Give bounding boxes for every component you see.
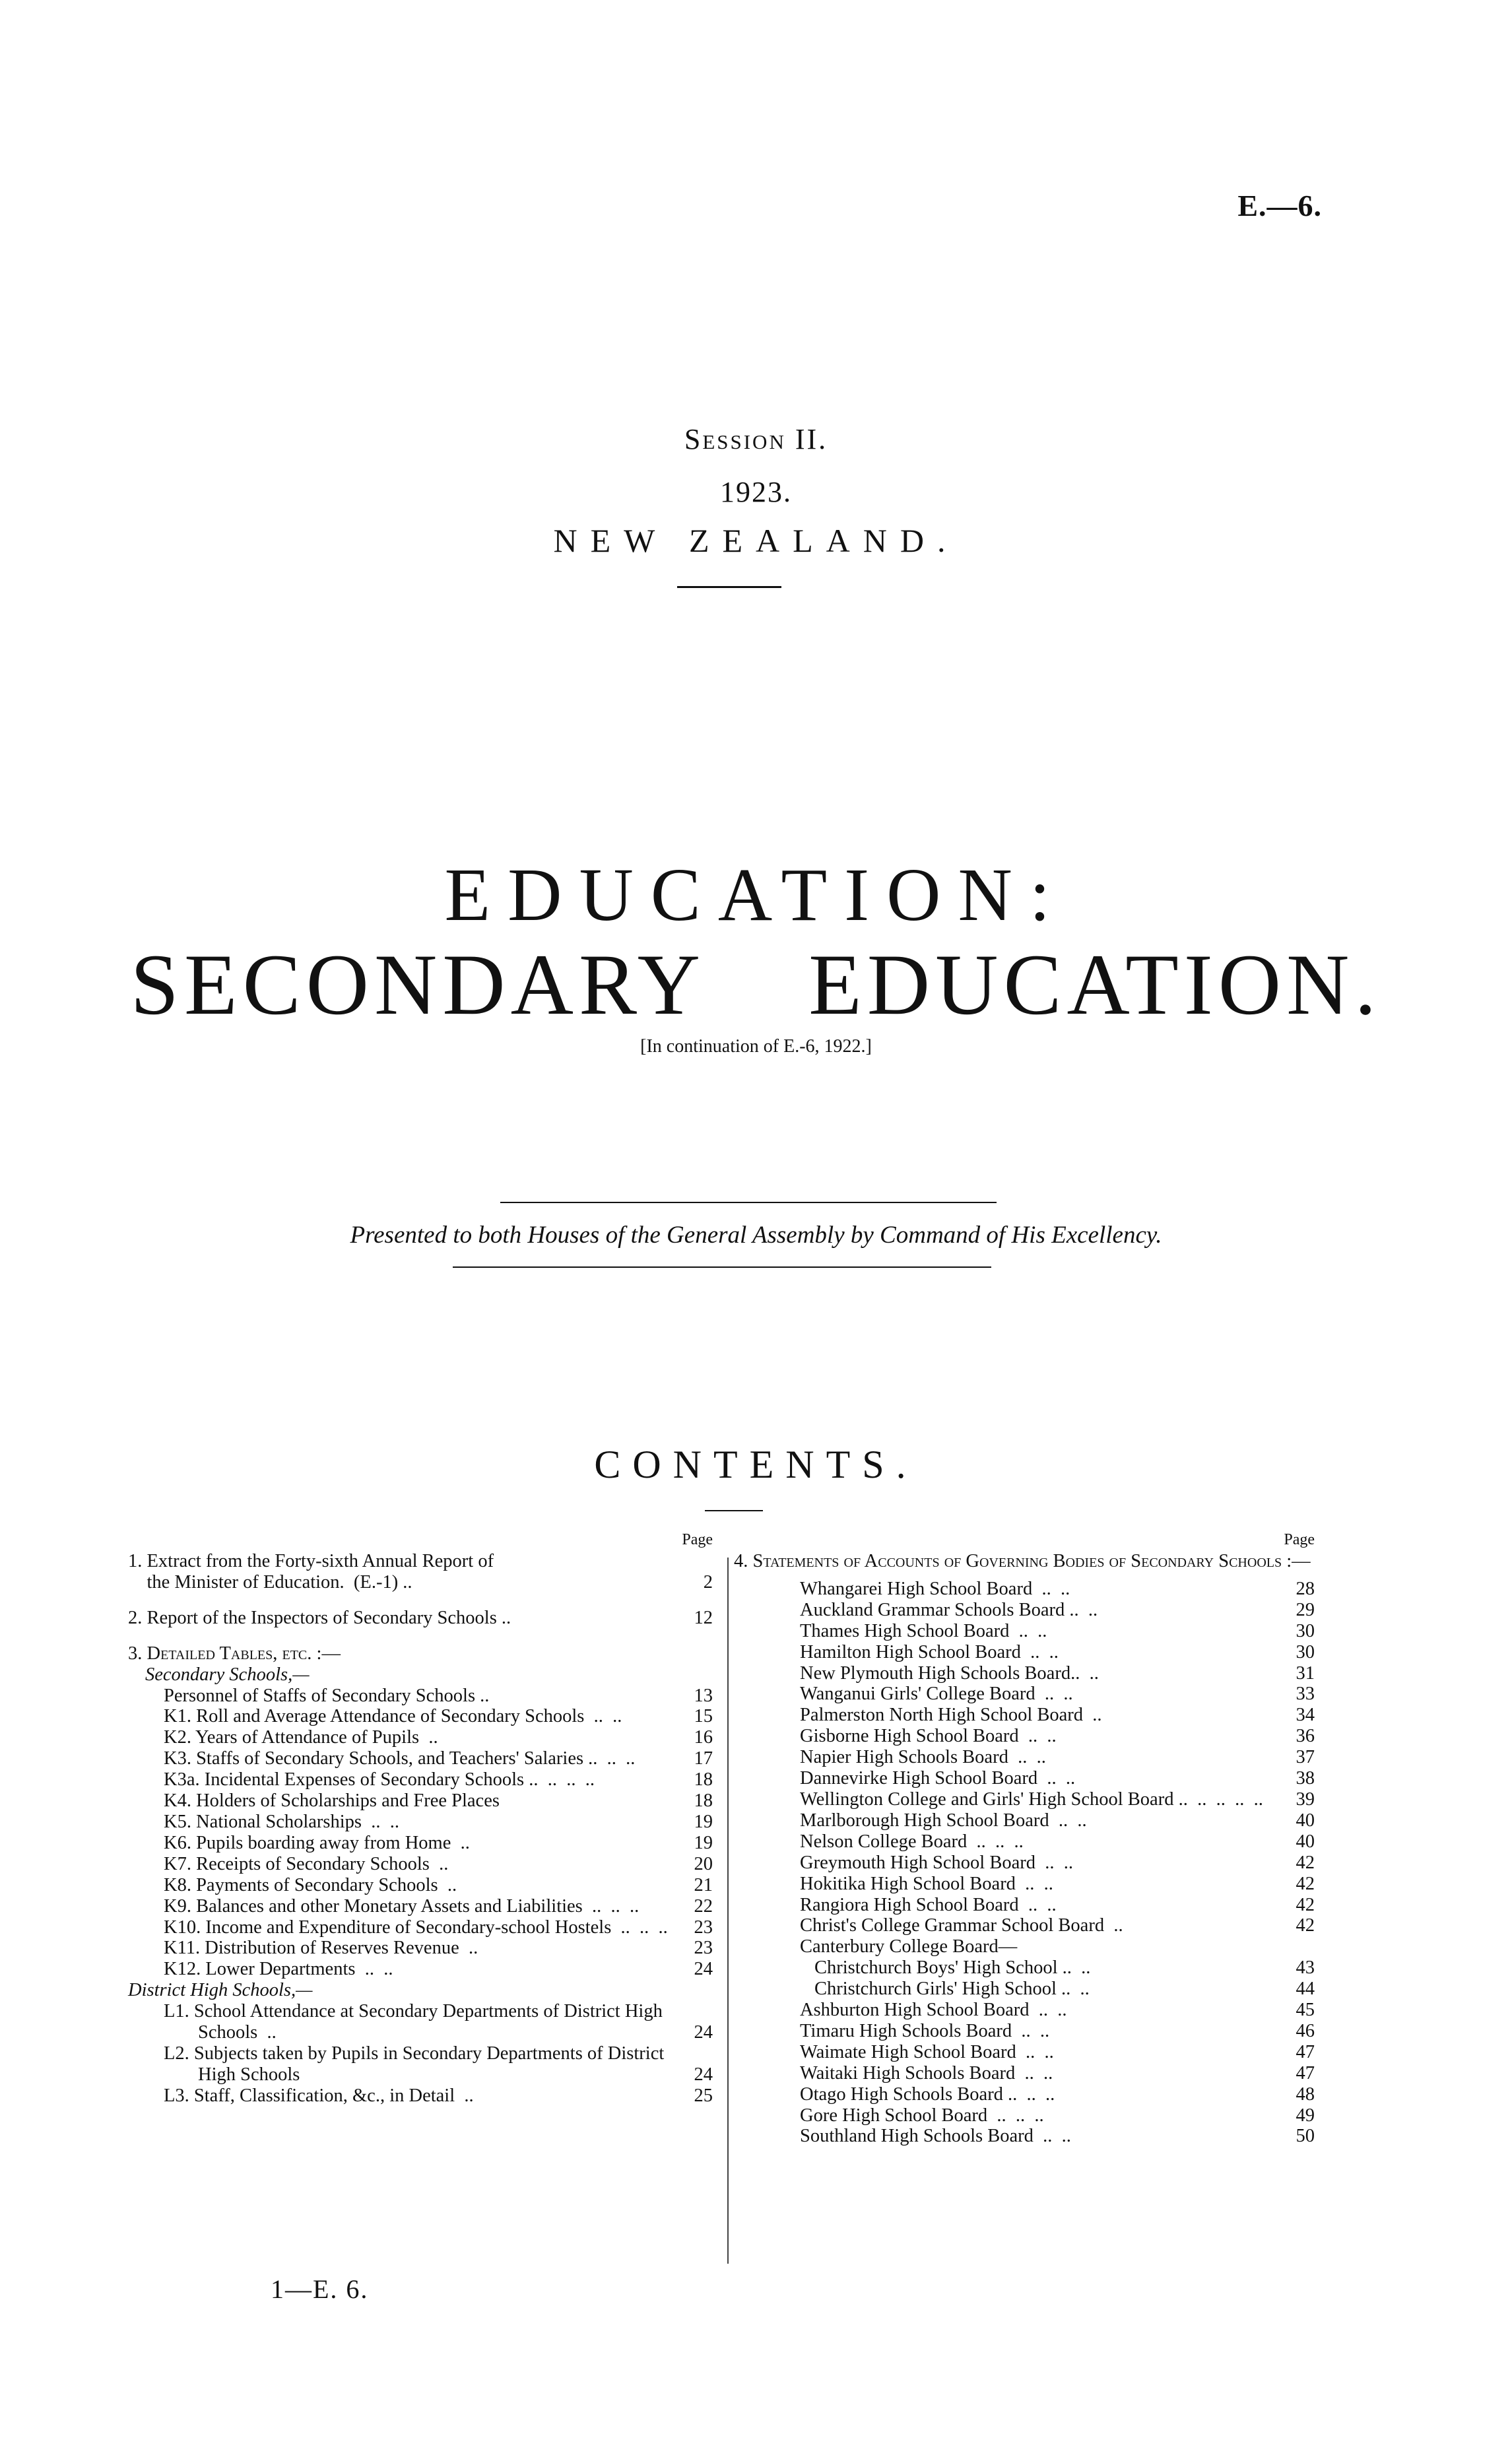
toc-entry[interactable] [128,1938,713,1959]
toc-label: Rangiora High School Board .. .. [800,1894,1057,1915]
toc-entry[interactable] [128,1608,713,1629]
toc-entry[interactable] [734,1831,1315,1853]
toc-entry[interactable] [734,1895,1315,1916]
toc-page: 36 [1296,1726,1315,1747]
toc-entry[interactable] [734,2105,1315,2126]
toc-label: Timaru High Schools Board .. .. [800,2020,1050,2041]
toc-page: 49 [1296,2105,1315,2126]
rule-below-presented [453,1266,991,1268]
year-label: 1923. [720,476,792,508]
toc-entry[interactable] [734,1747,1315,1768]
toc-label: 2. Report of the Inspectors of Secondary Schools .. [128,1607,511,1628]
toc-label: Ashburton High School Board .. .. [800,2000,1067,2021]
toc-entry[interactable] [128,1551,713,1593]
presented-line: Presented to both Houses of the General Assembly by Command of His Excellency. [350,1222,1162,1249]
toc-page: 40 [1296,1810,1315,1831]
toc-entry[interactable] [734,2042,1315,2063]
toc-page: 42 [1296,1915,1315,1936]
toc-page: 20 [694,1853,713,1874]
toc-label: Nelson College Board .. .. .. [800,1831,1024,1852]
toc-label: K6. Pupils boarding away from Home .. [164,1832,470,1853]
toc-entry[interactable] [734,2021,1315,2042]
toc-label: Palmerston North High School Board .. [800,1705,1102,1726]
toc-page: 29 [1296,1599,1315,1620]
toc-entry[interactable] [128,1790,713,1812]
toc-page: 12 [694,1607,713,1628]
toc-page: 34 [1296,1705,1315,1726]
toc-label: K3. Staffs of Secondary Schools, and Teachers' Salaries .. .. .. [164,1748,636,1769]
toc-page: 24 [694,2022,713,2043]
toc-label: Hamilton High School Board .. .. [800,1641,1059,1662]
toc-page: 47 [1296,2041,1315,2062]
toc-entry[interactable] [734,1579,1315,1600]
toc-label: Greymouth High School Board .. .. [800,1852,1074,1873]
toc-label: L2. Subjects taken by Pupils in Secondary Departments of District High Schools [164,2043,669,2085]
toc-entry[interactable] [734,1874,1315,1895]
toc-label: Wellington College and Girls' High School Board .. .. .. .. .. [800,1789,1263,1810]
toc-entry[interactable] [734,1957,1315,1979]
toc-label: K7. Receipts of Secondary Schools .. [164,1853,449,1874]
toc-page: 44 [1296,1979,1315,2000]
toc-entry[interactable] [734,2126,1315,2147]
toc-entry[interactable] [734,1789,1315,1810]
toc-page: 40 [1296,1831,1315,1852]
toc-label: K11. Distribution of Reserves Revenue .. [164,1938,478,1959]
toc-label: K9. Balances and other Monetary Assets and Liabilities .. .. .. [164,1895,640,1917]
document-code: E.—6. [1237,189,1322,222]
column-divider [727,1558,729,2264]
toc-page: 23 [694,1917,713,1938]
toc-page: 22 [694,1895,713,1917]
toc-page: 24 [694,1959,713,1980]
toc-entry[interactable] [128,1812,713,1833]
toc-label: L3. Staff, Classification, &c., in Detail .. [164,2085,474,2106]
toc-label: L1. School Attendance at Secondary Departments of District High Schools .. [164,2001,667,2043]
toc-label: Christ's College Grammar School Board .. [800,1915,1123,1936]
toc-entry[interactable] [128,2043,713,2085]
toc-page: 13 [694,1685,713,1706]
toc-label: Christchurch Boys' High School .. .. [814,1957,1091,1979]
toc-label: Personnel of Staffs of Secondary Schools .. [164,1685,490,1706]
toc-page: 42 [1296,1894,1315,1915]
toc-page: 18 [694,1790,713,1812]
toc-page: 46 [1296,2020,1315,2041]
continuation-note: [In continuation of E.-6, 1922.] [640,1036,872,1057]
toc-label: Thames High School Board .. .. [800,1620,1047,1641]
toc-page: 37 [1296,1747,1315,1768]
toc-entry[interactable] [734,1642,1315,1663]
toc-label: Hokitika High School Board .. .. [800,1873,1053,1894]
toc-page: 42 [1296,1873,1315,1894]
toc-entry[interactable] [128,2085,713,2107]
toc-entry[interactable] [128,1896,713,1917]
toc-page: 23 [694,1938,713,1959]
toc-entry[interactable] [128,2001,713,2043]
toc-label: K4. Holders of Scholarships and Free Places [164,1790,500,1812]
toc-label: 1. Extract from the Forty-sixth Annual Report of the Minister of Education. (E.-1) .. [128,1551,494,1593]
toc-entry[interactable] [128,1959,713,1980]
toc-entry[interactable] [128,1854,713,1875]
toc-entry[interactable] [128,1875,713,1896]
toc-page: 31 [1296,1662,1315,1684]
toc-page: 21 [694,1874,713,1895]
toc-page: 39 [1296,1789,1315,1810]
toc-entry[interactable] [734,1621,1315,1642]
toc-label: K1. Roll and Average Attendance of Secondary Schools .. .. [164,1706,622,1727]
toc-subheading: Secondary Schools,— [145,1664,310,1685]
toc-page: 47 [1296,2062,1315,2084]
toc-label: K12. Lower Departments .. .. [164,1959,393,1980]
toc-entry[interactable] [128,1706,713,1727]
page-footer: 1—E. 6. [271,2274,369,2304]
toc-label: Marlborough High School Board .. .. [800,1810,1087,1831]
toc-page: 19 [694,1811,713,1832]
toc-entry[interactable] [734,1810,1315,1831]
rule-under-contents [705,1510,763,1511]
toc-entry[interactable] [734,1979,1315,2000]
toc-page: 25 [694,2085,713,2106]
toc-subheading: Canterbury College Board— [800,1936,1018,1957]
toc-page: 38 [1296,1768,1315,1789]
toc-page: 33 [1296,1684,1315,1705]
toc-entry[interactable] [128,1833,713,1854]
session-label: Session II. [684,423,828,455]
toc-entry[interactable] [734,1915,1315,1936]
toc-page: 2 [703,1571,713,1593]
toc-label: Gore High School Board .. .. .. [800,2105,1044,2126]
toc-page: 19 [694,1832,713,1853]
toc-entry[interactable] [128,1917,713,1938]
toc-entry[interactable] [734,1768,1315,1789]
toc-page: 48 [1296,2084,1315,2105]
toc-entry[interactable] [734,2000,1315,2021]
toc-section-heading: 3. Detailed Tables, etc. :— [128,1643,341,1664]
country-label: NEW ZEALAND. [553,522,959,559]
toc-page: 45 [1296,2000,1315,2021]
toc-label: Napier High Schools Board .. .. [800,1747,1046,1768]
toc-page: 28 [1296,1578,1315,1599]
toc-page: 17 [694,1748,713,1769]
toc-label: K3a. Incidental Expenses of Secondary Schools .. .. .. .. [164,1769,595,1790]
toc-page: 42 [1296,1852,1315,1873]
toc-label: Whangarei High School Board .. .. [800,1578,1070,1599]
toc-label: Dannevirke High School Board .. .. [800,1768,1076,1789]
toc-label: Wanganui Girls' College Board .. .. [800,1684,1073,1705]
toc-entry[interactable] [128,1686,713,1707]
toc-label: Auckland Grammar Schools Board .. .. [800,1599,1098,1620]
toc-label: Gisborne High School Board .. .. [800,1726,1057,1747]
toc-entry[interactable] [128,1748,713,1769]
contents-left-column [128,1531,713,2107]
toc-page: 24 [694,2064,713,2085]
toc-entry[interactable] [734,1663,1315,1684]
toc-entry[interactable] [128,1769,713,1790]
toc-entry[interactable] [128,1727,713,1748]
toc-label: K10. Income and Expenditure of Secondary-school Hostels .. .. .. [164,1917,668,1938]
toc-entry[interactable] [734,1705,1315,1726]
main-title: EDUCATION: [444,853,1068,936]
contents-heading: CONTENTS. [594,1443,918,1486]
toc-entry[interactable] [734,1726,1315,1747]
rule-above-presented [500,1202,997,1203]
toc-entry[interactable] [734,2084,1315,2105]
toc-page: 30 [1296,1641,1315,1662]
sub-title: SECONDARY EDUCATION. [130,936,1382,1033]
toc-entry[interactable] [734,1853,1315,1874]
toc-subheading: District High Schools,— [128,1980,313,2001]
toc-page: 30 [1296,1620,1315,1641]
toc-entry[interactable] [734,1600,1315,1621]
toc-label: Waimate High School Board .. .. [800,2041,1054,2062]
toc-page: 50 [1296,2126,1315,2147]
toc-entry[interactable] [734,1684,1315,1705]
toc-label: Waitaki High Schools Board .. .. [800,2062,1053,2084]
toc-label: K5. National Scholarships .. .. [164,1811,400,1832]
toc-page: 15 [694,1706,713,1727]
toc-label: Otago High Schools Board .. .. .. [800,2084,1055,2105]
toc-label: K2. Years of Attendance of Pupils .. [164,1727,438,1748]
toc-page: 16 [694,1727,713,1748]
toc-page: 18 [694,1769,713,1790]
contents-right-column [734,1531,1315,2147]
toc-label: Christchurch Girls' High School .. .. [814,1979,1090,2000]
toc-entry[interactable] [734,2063,1315,2084]
rule-under-country [677,586,781,588]
toc-label: New Plymouth High Schools Board.. .. [800,1662,1099,1684]
page-column-label: Page [1284,1531,1315,1548]
toc-label: Southland High Schools Board .. .. [800,2126,1071,2147]
page-column-label: Page [682,1531,713,1548]
toc-label: K8. Payments of Secondary Schools .. [164,1874,457,1895]
toc-page: 43 [1296,1957,1315,1979]
toc-section-heading: 4. Statements of Accounts of Governing Bodies of Secondary Schools :— [734,1551,1311,1571]
